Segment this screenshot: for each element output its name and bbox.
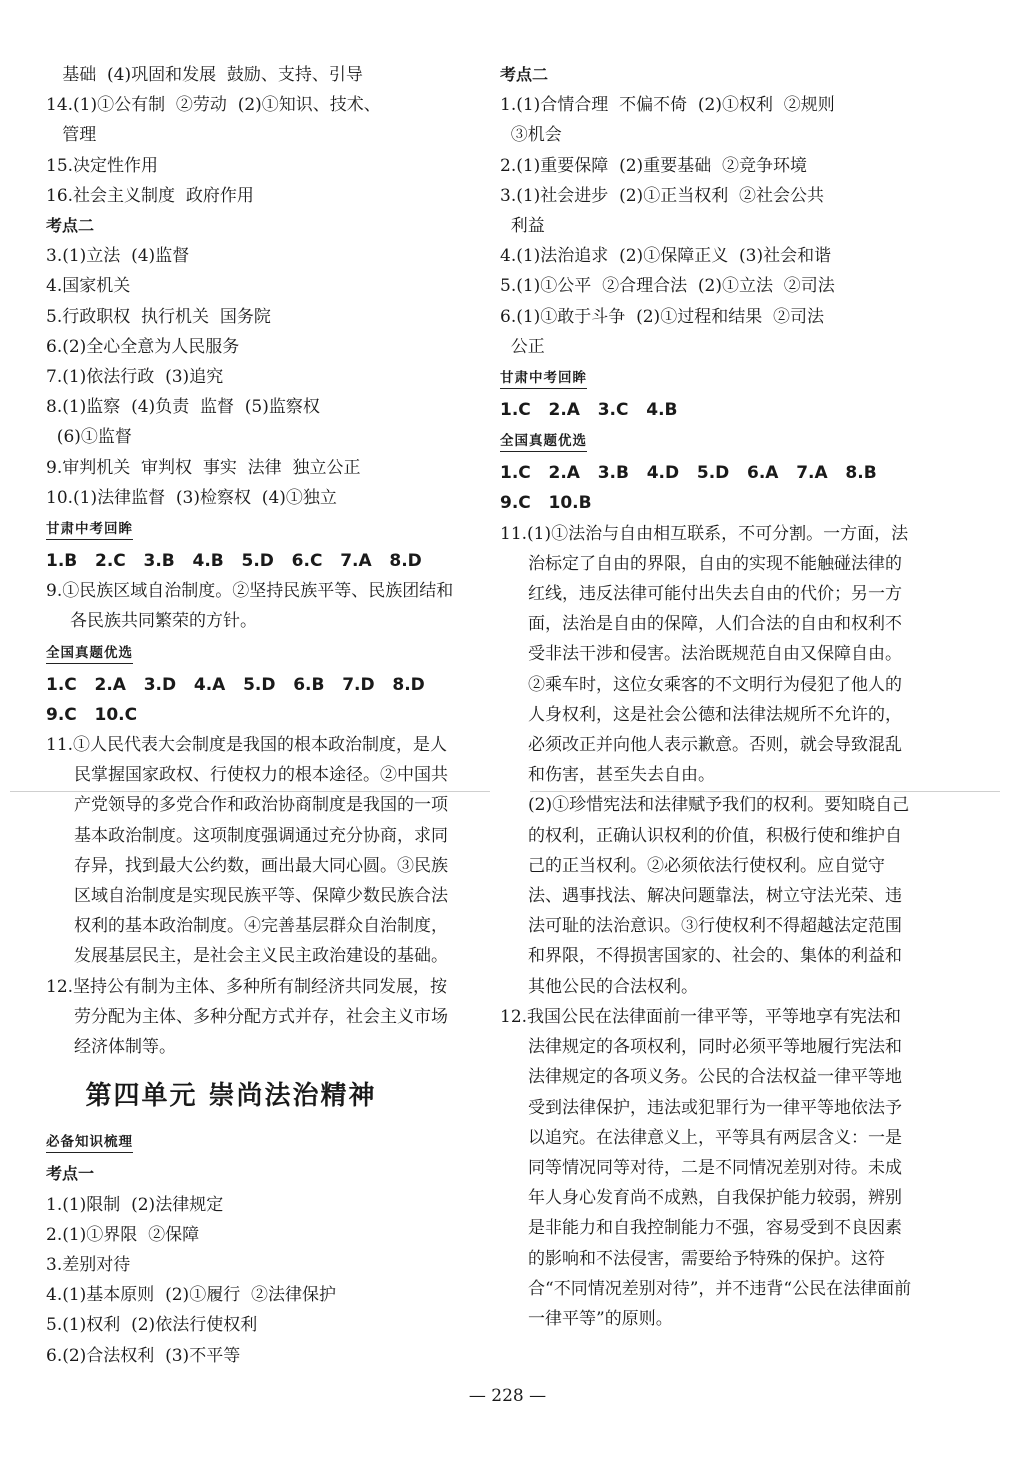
text-line: 10.(1)法律监督 (3)检察权 (4)①独立 [46, 487, 337, 508]
answer-line: 1.C 2.A 3.D 4.A 5.D 6.B 7.D 8.D [46, 674, 425, 695]
unit-title: 第四单元 崇尚法治精神 [85, 1081, 377, 1112]
text-line: 2.(1)重要保障 (2)重要基础 ②竞争环境 [500, 155, 807, 176]
answer-line: 9.C 10.C [46, 704, 138, 725]
text-line: 7.(1)依法行政 (3)追究 [46, 367, 224, 388]
text-line: 4.国家机关 [46, 276, 131, 297]
right-column [500, 60, 918, 1334]
answer-line: 1.B 2.C 3.B 4.B 5.D 6.C 7.A 8.D [46, 551, 422, 572]
text-line: 1.(1)限制 (2)法律规定 [46, 1194, 224, 1215]
answer-paragraph: 11.(1)①法治与自由相互联系，不可分割。一方面，法治标定了自由的界限，自由的实现不能触碰法律的红线，违反法律可能付出失去自由的代价；另一方面，法治是自由的保障，人们合法的自由和权利不受非法干涉和侵害。法治既规范自由又保障自由。②乘车时，这位女乘客的不文明行为侵犯了他人的人身权利，这是社会公德和法律法规所不允许的，必须改正并向他人表示歉意。否则，就会导致混乱和伤害，甚至失去自由。 [500, 523, 909, 786]
answer-paragraph: 9.①民族区域自治制度。②坚持民族平等、民族团结和各民族共同繁荣的方针。 [46, 581, 454, 632]
text-line: 基础 (4)巩固和发展 鼓励、支持、引导 [46, 65, 363, 85]
text-line: 2.(1)①界限 ②保障 [46, 1224, 200, 1245]
section-heading: 考点一 [46, 1164, 95, 1184]
text-line: 3.差别对待 [46, 1254, 131, 1275]
section-heading: 考点二 [46, 216, 95, 236]
text-line: 4.(1)法治追求 (2)①保障正义 (3)社会和谐 [500, 246, 832, 267]
subsection-label: 全国真题优选 [500, 432, 587, 452]
text-line: 9.审判机关 审判权 事实 法律 独立公正 [46, 457, 361, 478]
text-line: 管理 [46, 125, 97, 146]
text-line: ③机会 [500, 125, 562, 146]
page-number: — 228 — [468, 1386, 547, 1406]
text-line: (6)①监督 [46, 427, 132, 448]
text-line: 6.(1)①敢于斗争 (2)①过程和结果 ②司法 [500, 306, 824, 327]
text-line: 5.行政职权 执行机关 国务院 [46, 306, 271, 327]
text-line: 5.(1)①公平 ②合理合法 (2)①立法 ②司法 [500, 276, 835, 297]
subsection-label: 必备知识梳理 [46, 1133, 133, 1153]
text-line: 3.(1)社会进步 (2)①正当权利 ②社会公共 [500, 185, 824, 206]
answer-line: 9.C 10.B [500, 493, 592, 514]
subsection-label: 甘肃中考回眸 [46, 520, 133, 540]
answer-line: 1.C 2.A 3.B 4.D 5.D 6.A 7.A 8.B [500, 463, 877, 484]
answer-paragraph: (2)①珍惜宪法和法律赋予我们的权利。要知晓自己的权利，正确认识权利的价值，积极行使和维护自己的正当权利。②必须依法行使权利。应自觉守法、遇事找法、解决问题靠法，树立守法光荣、违法可耻的法治意识。③行使权利不得超越法定范围和界限，不得损害国家的、社会的、集体的利益和其他公民的合法权利。 [528, 795, 910, 997]
text-line: 14.(1)①公有制 ②劳动 (2)①知识、技术、 [46, 95, 381, 116]
subsection-label: 甘肃中考回眸 [500, 369, 587, 389]
text-line: 1.(1)合情合理 不偏不倚 (2)①权利 ②规则 [500, 95, 835, 116]
text-line: 8.(1)监察 (4)负责 监督 (5)监察权 [46, 397, 320, 418]
answer-paragraph: 12.坚持公有制为主体、多种所有制经济共同发展，按劳分配为主体、多种分配方式并存，社会主义市场经济体制等。 [46, 976, 448, 1058]
text-line: 6.(2)合法权利 (3)不平等 [46, 1345, 241, 1366]
text-line: 16.社会主义制度 政府作用 [46, 185, 254, 206]
text-line: 公正 [500, 336, 545, 357]
subsection-label: 全国真题优选 [46, 644, 133, 664]
text-line: 5.(1)权利 (2)依法行使权利 [46, 1315, 258, 1336]
answer-paragraph: 11.①人民代表大会制度是我国的根本政治制度，是人民掌握国家政权、行使权力的根本途径。②中国共产党领导的多党合作和政治协商制度是我国的一项基本政治制度。这项制度强调通过充分协商，求同存异，找到最大公约数，画出最大同心圆。③民族区域自治制度是实现民族平等、保障少数民族合法权利的基本政治制度。④完善基层群众自治制度，发展基层民主，是社会主义民主政治建设的基础。 [46, 735, 448, 967]
answer-paragraph: 12.我国公民在法律面前一律平等，平等地享有宪法和法律规定的各项权利，同时必须平等地履行宪法和法律规定的各项义务。公民的合法权益一律平等地受到法律保护，违法或犯罪行为一律平等地依法予以追究。在法律意义上，平等具有两层含义：一是同等情况同等对待，二是不同情况差别对待。未成年人身心发育尚不成熟，自我保护能力较弱，辨别是非能力和自我控制能力不强，容易受到不良因素的影响和不法侵害，需要给予特殊的保护。这符合“不同情况差别对待”，并不违背“公民在法律面前一律平等”的原则。 [500, 1006, 912, 1329]
text-line: 3.(1)立法 (4)监督 [46, 246, 190, 267]
text-line: 15.决定性作用 [46, 155, 159, 176]
answer-line: 1.C 2.A 3.C 4.B [500, 400, 678, 421]
section-heading: 考点二 [500, 65, 549, 84]
text-line: 6.(2)全心全意为人民服务 [46, 336, 240, 357]
left-column [46, 60, 456, 1371]
text-line: 4.(1)基本原则 (2)①履行 ②法律保护 [46, 1285, 336, 1306]
text-line: 利益 [500, 216, 545, 237]
